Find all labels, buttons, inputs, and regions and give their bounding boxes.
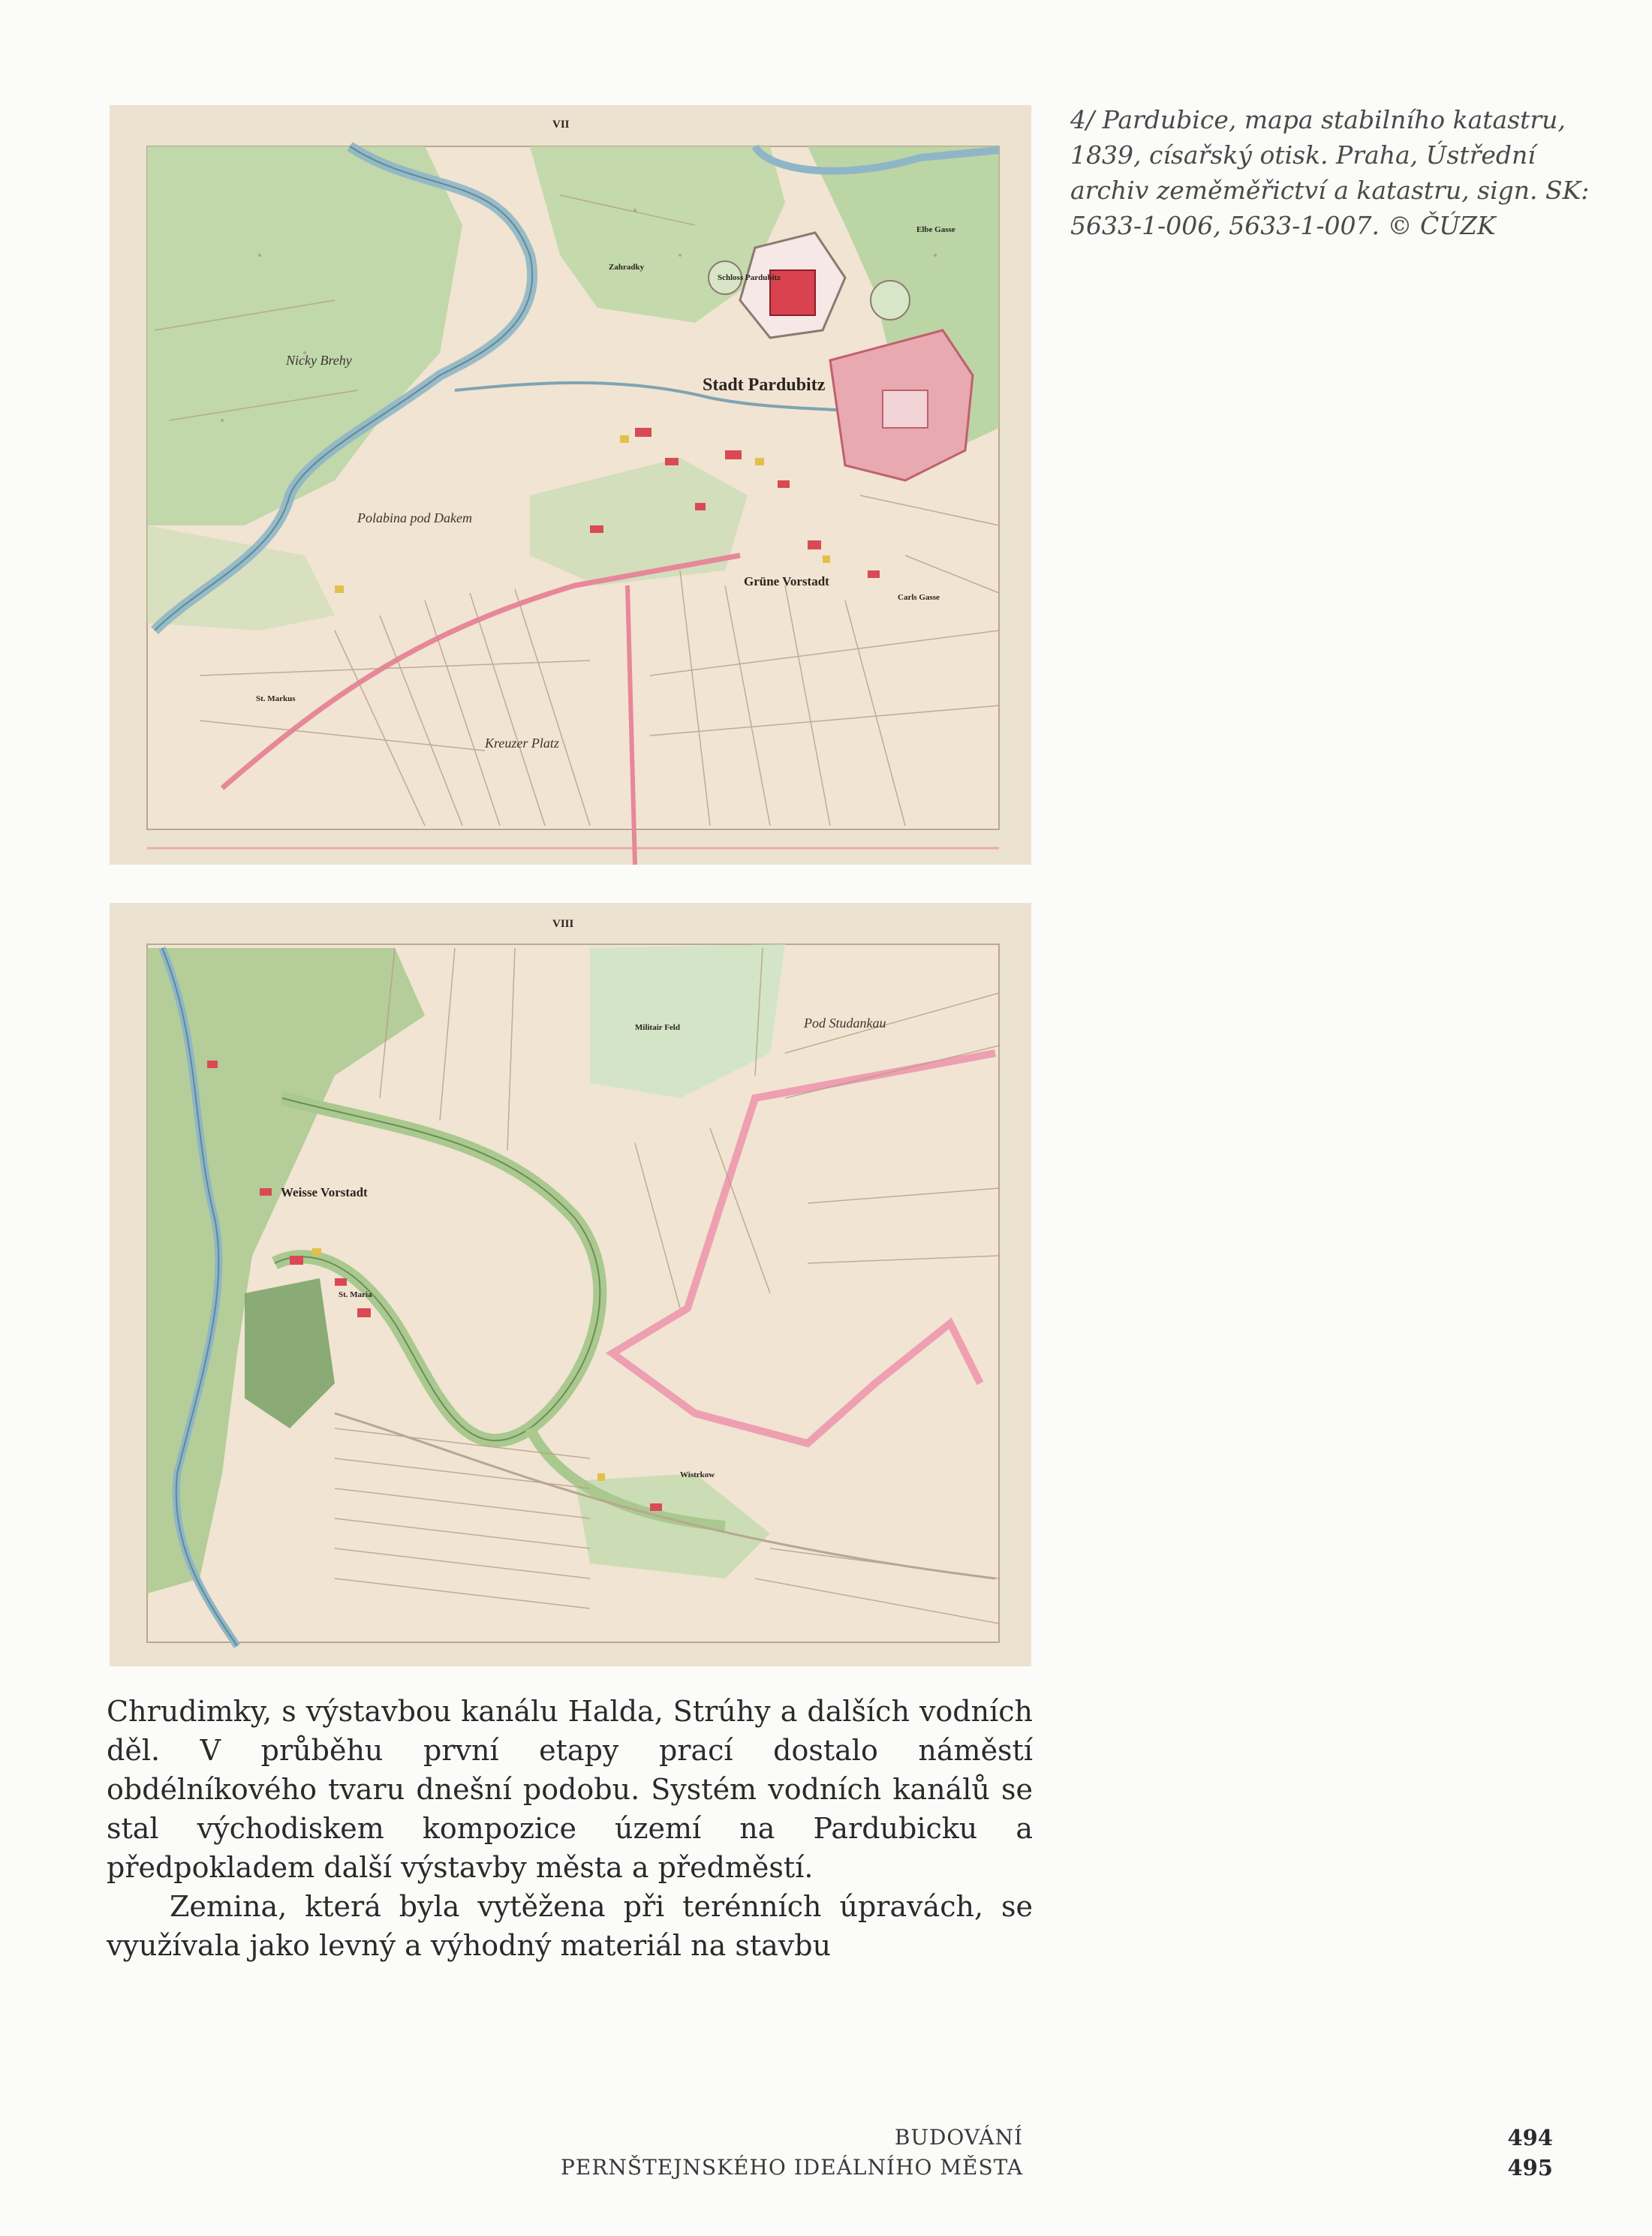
map-label-town: Stadt Pardubitz: [703, 375, 826, 395]
map-label-kreuzer-platz: Kreuzer Platz: [485, 736, 559, 751]
page-number-left: 494: [1507, 2125, 1553, 2150]
running-head: [561, 2123, 1023, 2183]
figure-caption: 4/ Pardubice, mapa stabilního katastru, 1839, císařský otisk. Praha, Ústřední archiv zeměměřictví a katastru, sign. SK: 5633-1-006, 5633-1-007. © ČÚZK: [1070, 105, 1590, 240]
page-numbers: [1507, 2123, 1553, 2183]
map-label-green-suburb: Grüne Vorstadt: [744, 574, 829, 588]
map-label-carls-gasse: Carls Gasse: [898, 593, 940, 602]
cadastral-map-sheet-vii: [110, 105, 1031, 865]
map-label-castle: Schloss Pardubitz: [718, 273, 781, 282]
page-number-right: 495: [1507, 2155, 1553, 2180]
map-label-st-maria: St. Maria: [339, 1290, 372, 1299]
map-sheet-viii-drawing: [110, 903, 1031, 1666]
map-sheet-number: VIII: [552, 918, 574, 930]
map-label-elbe-gasse: Elbe Gasse: [916, 225, 955, 234]
map-label-nicky-brehy: Nicky Brehy: [286, 353, 352, 368]
cadastral-map-sheet-viii: [110, 903, 1031, 1666]
body-text: [107, 1692, 1033, 1965]
running-head-line: BUDOVÁNÍ: [894, 2125, 1023, 2150]
body-paragraph: Chrudimky, s výstavbou kanálu Halda, Strúhy a dalších vodních děl. V průběhu první etapy prací dostalo náměstí obdélníkového tvaru dnešní podobu. Systém vodních kanálů se stal východiskem kompozice území na Pardubicku a předpokladem další výstavby města a předměstí.: [107, 1695, 1033, 1884]
body-paragraph: Zemina, která byla vytěžena při terénních úpravách, se využívala jako levný a výhodný materiál na stavbu: [107, 1890, 1033, 1962]
map-label-military-field: Militair Feld: [635, 1023, 680, 1032]
running-head-line: PERNŠTEJNSKÉHO IDEÁLNÍHO MĚSTA: [561, 2155, 1023, 2180]
map-label-st-markus: St. Markus: [256, 694, 296, 703]
map-label-pod-studankau: Pod Studankau: [804, 1016, 886, 1031]
map-label-zahradky: Zahradky: [609, 263, 645, 272]
map-label-white-suburb: Weisse Vorstadt: [281, 1185, 368, 1199]
map-sheet-number: VII: [552, 119, 570, 131]
map-sheet-vii-drawing: [110, 105, 1031, 865]
map-label-wistrkow: Wistrkow: [680, 1470, 715, 1479]
map-label-pod-dakem: Polabina pod Dakem: [357, 510, 472, 525]
